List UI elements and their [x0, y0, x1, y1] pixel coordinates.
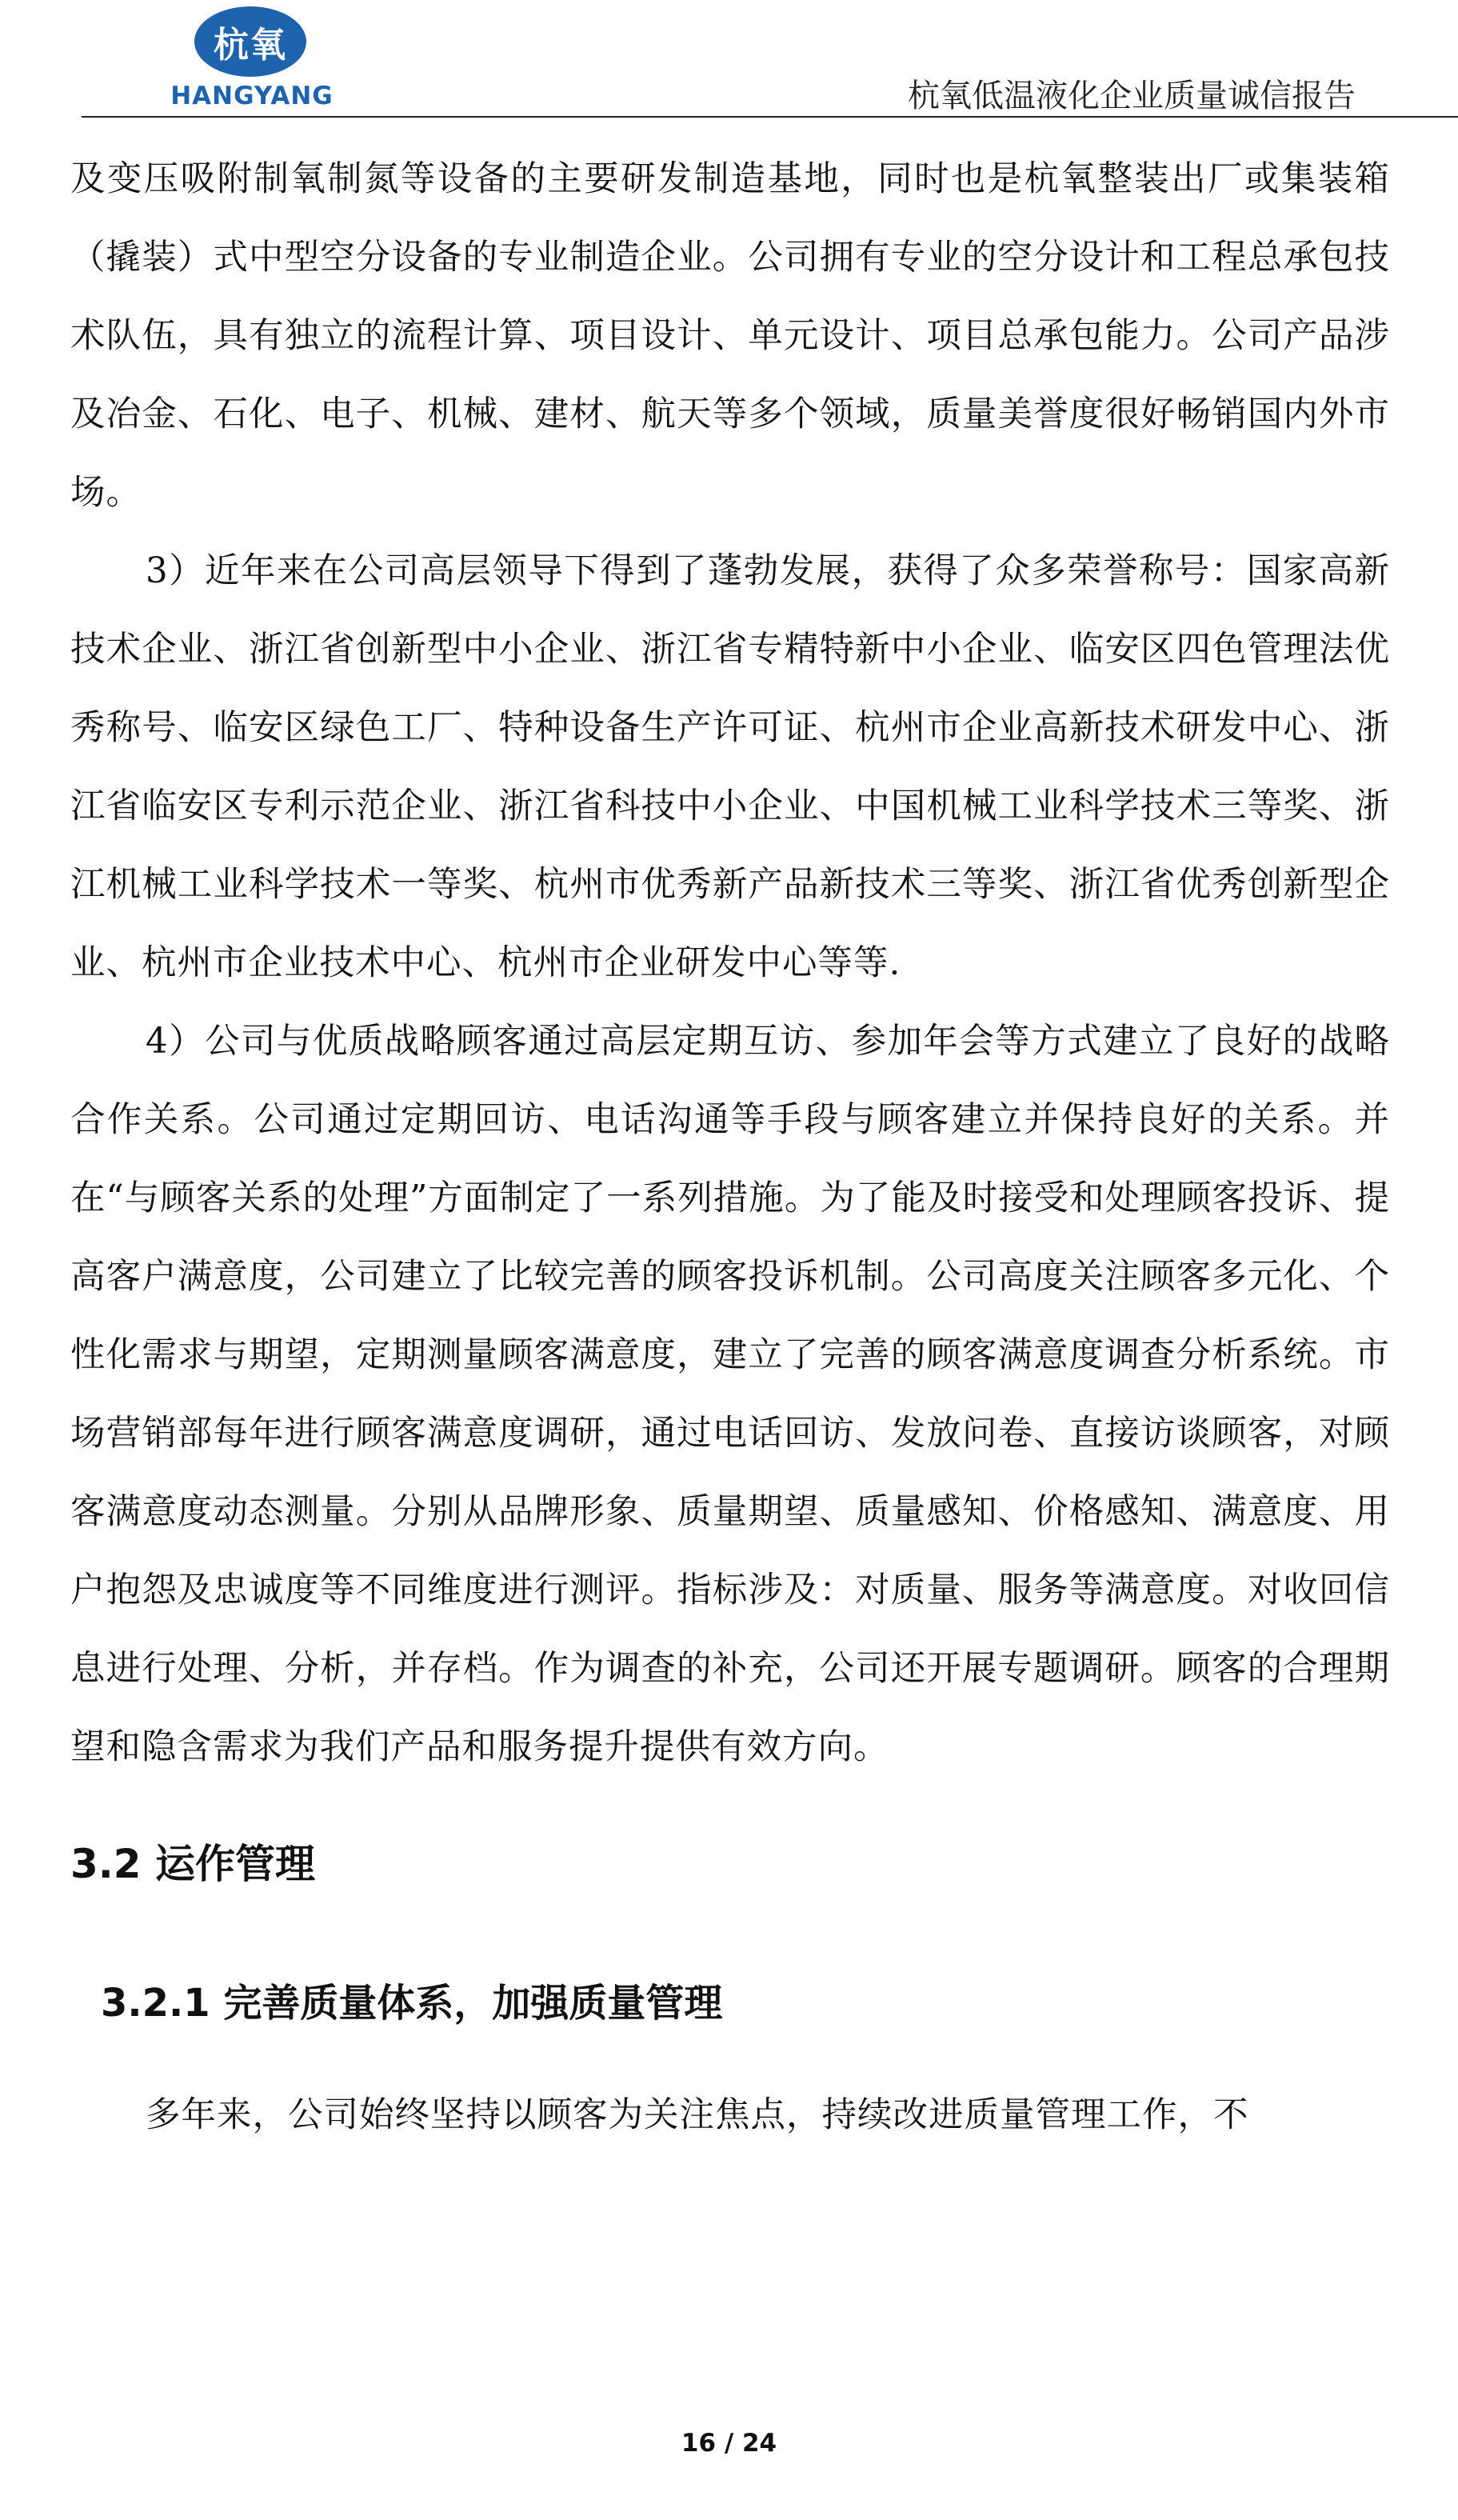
logo-english-text: HANGYANG: [170, 82, 334, 110]
page-body: [70, 140, 1390, 2154]
logo-emblem: [194, 6, 306, 77]
logo-chinese-text: 杭氧: [214, 25, 287, 66]
section-heading: 3.2 运作管理: [70, 1841, 315, 1887]
paragraph-quality-intro: 多年来，公司始终坚持以顾客为关注焦点，持续改进质量管理工作，不: [146, 2095, 1249, 2135]
paragraph-continued: 及变压吸附制氧制氮等设备的主要研发制造基地，同时也是杭氧整装出厂或集装箱（撬装）式中型空分设备的专业制造企业。公司拥有专业的空分设计和工程总承包技术队伍，具有独立的流程计算、项目设计、单元设计、项目总承包能力。公司产品涉及冶金、石化、电子、机械、建材、航天等多个领域，质量美誉度很好畅销国内外市场。: [70, 159, 1390, 513]
subsection-heading: 3.2.1 完善质量体系，加强质量管理: [101, 1981, 723, 2026]
paragraph-honors: 3）近年来在公司高层领导下得到了蓬勃发展，获得了众多荣誉称号：国家高新技术企业、浙江省创新型中小企业、浙江省专精特新中小企业、临安区四色管理法优秀称号、临安区绿色工厂、特种设备生产许可证、杭州市企业高新技术研发中心、浙江省临安区专利示范企业、浙江省科技中小企业、中国机械工业科学技术三等奖、浙江机械工业科学技术一等奖、杭州市优秀新产品新技术三等奖、浙江省优秀创新型企业、杭州市企业技术中心、杭州市企业研发中心等等.: [70, 551, 1390, 983]
company-logo: [156, 6, 348, 110]
page-number: 16 / 24: [681, 2429, 777, 2458]
report-title: 杭氧低温液化企业质量诚信报告: [908, 78, 1356, 114]
paragraph-customer-relations: 4）公司与优质战略顾客通过高层定期互访、参加年会等方式建立了良好的战略合作关系。公司通过定期回访、电话沟通等手段与顾客建立并保持良好的关系。并在“与顾客关系的处理”方面制定了一系列措施。为了能及时接受和处理顾客投诉、提高客户满意度，公司建立了比较完善的顾客投诉机制。公司高度关注顾客多元化、个性化需求与期望，定期测量顾客满意度，建立了完善的顾客满意度调查分析系统。市场营销部每年进行顾客满意度调研，通过电话回访、发放问卷、直接访谈顾客，对顾客满意度动态测量。分别从品牌形象、质量期望、质量感知、价格感知、满意度、用户抱怨及忠诚度等不同维度进行测评。指标涉及：对质量、服务等满意度。对收回信息进行处理、分析，并存档。作为调查的补充，公司还开展专题调研。顾客的合理期望和隐含需求为我们产品和服务提升提供有效方向。: [70, 1022, 1390, 1767]
header-divider: [82, 116, 1458, 118]
